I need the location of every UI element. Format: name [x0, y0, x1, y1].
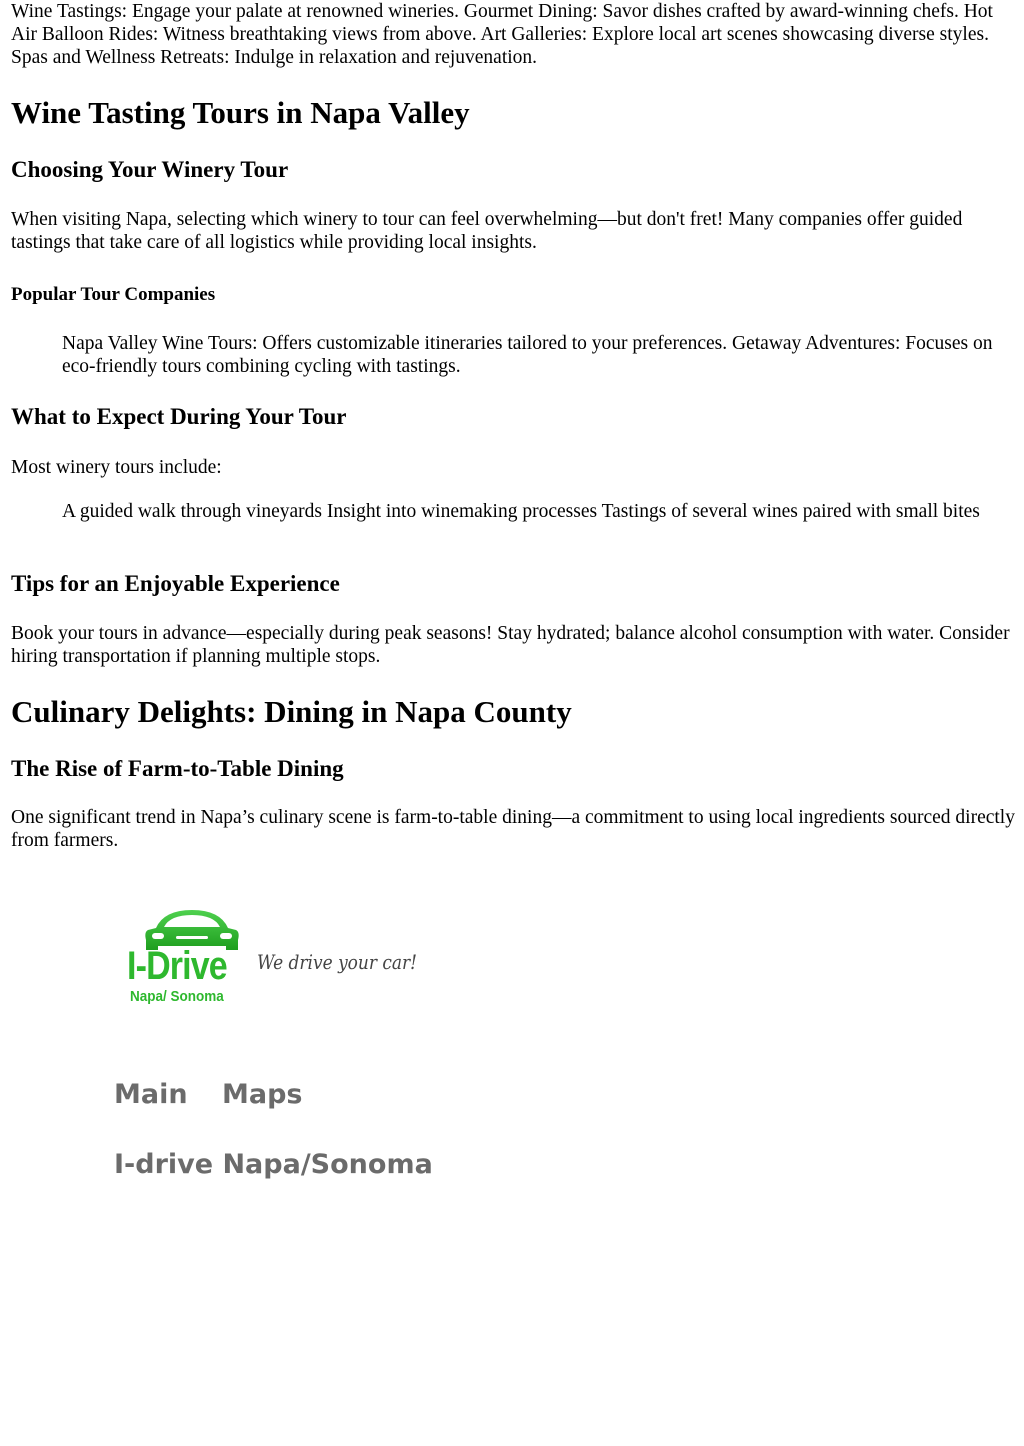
- logo-subtitle: Napa/ Sonoma: [130, 988, 224, 1005]
- choosing-heading: Choosing Your Winery Tour: [11, 157, 289, 182]
- expect-heading: What to Expect During Your Tour: [11, 404, 347, 429]
- nav-main-link[interactable]: Main: [114, 1079, 188, 1110]
- expect-list: A guided walk through vineyards Insight into winemaking processes Tastings of several wines paired with small bites: [62, 501, 980, 522]
- tips-paragraph: Book your tours in advance—especially during peak seasons! Stay hydrated; balance alcohol consumption with water. Consider hiring transportation if planning multiple stops.: [11, 623, 1010, 667]
- choosing-paragraph: When visiting Napa, selecting which winery to tour can feel overwhelming—but don't fret! Many companies offer guided tastings that take care of all logistics while providing local insights.: [11, 209, 963, 253]
- tips-heading: Tips for an Enjoyable Experience: [11, 571, 340, 596]
- farm-paragraph: One significant trend in Napa’s culinary scene is farm-to-table dining—a commitment to using local ingredients sourced directly from farmers.: [11, 807, 1015, 851]
- expect-intro: Most winery tours include:: [11, 457, 222, 478]
- intro-paragraph: Wine Tastings: Engage your palate at renowned wineries. Gourmet Dining: Savor dishes crafted by award-winning chefs. Hot Air Balloon Rides: Witness breathtaking views from above. Art Galleries: Explore local art scenes showcasing diverse styles. Spas and Wellness Retreats: Indulge in relaxation and rejuvenation.: [11, 1, 993, 68]
- wine-section-title: Wine Tasting Tours in Napa Valley: [11, 95, 470, 130]
- farm-heading: The Rise of Farm-to-Table Dining: [11, 756, 344, 781]
- i-drive-logo[interactable]: [120, 902, 420, 1012]
- companies-heading: Popular Tour Companies: [11, 284, 216, 305]
- site-name: I-drive Napa/Sonoma: [114, 1149, 433, 1180]
- companies-list: Napa Valley Wine Tours: Offers customizable itineraries tailored to your preferences. Getaway Adventures: Focuses on eco-friendly tours combining cycling with tastings.: [62, 333, 993, 377]
- logo-wordmark: I-Drive: [127, 944, 227, 988]
- nav-maps-link[interactable]: Maps: [222, 1079, 303, 1110]
- logo-tagline: We drive your car!: [257, 950, 417, 974]
- culinary-section-title: Culinary Delights: Dining in Napa County: [11, 694, 572, 729]
